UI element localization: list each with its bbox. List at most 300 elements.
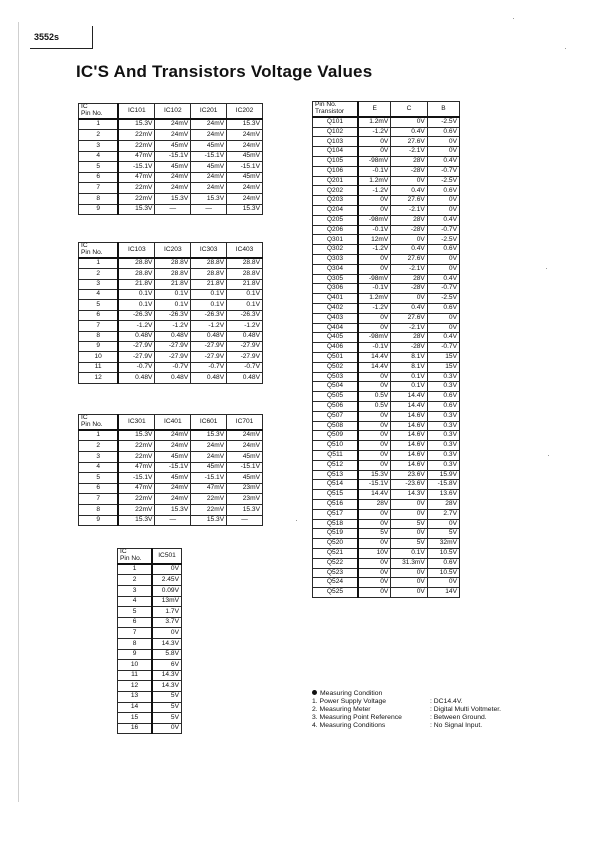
- voltage-cell: -15.1V: [118, 162, 155, 173]
- voltage-cell: 0V: [427, 578, 459, 588]
- voltage-cell: 24mV: [155, 430, 191, 441]
- voltage-cell: 15.3V: [155, 194, 191, 205]
- scan-speck: [296, 520, 297, 521]
- table-row: [79, 151, 263, 162]
- table-row: [313, 499, 460, 509]
- voltage-cell: 24mV: [191, 172, 227, 183]
- voltage-cell: -26.3V: [118, 310, 155, 320]
- table-row: [118, 639, 182, 650]
- voltage-cell: 0V: [358, 147, 391, 157]
- table-corner-header: [118, 549, 153, 564]
- transistor-name-cell: Q513: [313, 470, 359, 480]
- voltage-cell: -0.7V: [227, 362, 263, 372]
- column-header: IC601: [191, 415, 227, 430]
- table-row: [313, 539, 460, 549]
- pin-number-cell: 1: [79, 430, 119, 441]
- column-header: IC701: [227, 415, 263, 430]
- voltage-cell: 12mV: [358, 235, 391, 245]
- voltage-cell: 15.9V: [427, 470, 459, 480]
- table-row: [79, 310, 263, 320]
- table-corner-header: [79, 243, 119, 258]
- voltage-cell: 28V: [391, 333, 428, 343]
- table-row: [118, 691, 182, 702]
- voltage-cell: -2.1V: [391, 323, 428, 333]
- voltage-cell: 8.1V: [391, 362, 428, 372]
- voltage-cell: 22mV: [118, 505, 155, 516]
- voltage-cell: 24mV: [155, 183, 191, 194]
- table-row: [313, 568, 460, 578]
- pin-number-cell: 11: [118, 670, 153, 681]
- condition-value: : No Signal Input.: [430, 722, 483, 729]
- table-row: [79, 290, 263, 300]
- voltage-cell: 28V: [427, 499, 459, 509]
- transistor-name-cell: Q518: [313, 519, 359, 529]
- voltage-cell: 14V: [427, 588, 459, 598]
- table-row: [79, 441, 263, 452]
- table-row: [313, 157, 460, 167]
- voltage-cell: 0.6V: [427, 186, 459, 196]
- table-row: [313, 323, 460, 333]
- voltage-cell: 47mV: [118, 151, 155, 162]
- voltage-cell: -0.7V: [427, 225, 459, 235]
- voltage-cell: 23.6V: [391, 470, 428, 480]
- pin-number-cell: 16: [118, 723, 153, 734]
- voltage-cell: 14.4V: [358, 352, 391, 362]
- voltage-cell: 0V: [358, 206, 391, 216]
- voltage-cell: 2.45V: [152, 575, 181, 586]
- voltage-cell: 24mV: [155, 130, 191, 141]
- transistor-name-cell: Q105: [313, 157, 359, 167]
- voltage-cell: 21.8V: [191, 279, 227, 289]
- column-header: B: [427, 102, 459, 117]
- table-row: [313, 460, 460, 470]
- voltage-cell: 24mV: [227, 441, 263, 452]
- voltage-cell: -0.1V: [358, 284, 391, 294]
- voltage-cell: -1.2V: [191, 321, 227, 331]
- table-row: [313, 117, 460, 127]
- transistor-name-cell: Q101: [313, 117, 359, 127]
- voltage-cell: -1.2V: [358, 245, 391, 255]
- voltage-cell: -0.7V: [191, 362, 227, 372]
- condition-label: 2. Measuring Meter: [312, 706, 371, 713]
- column-header: C: [391, 102, 428, 117]
- transistor-name-cell: Q517: [313, 509, 359, 519]
- voltage-cell: 0.1V: [155, 300, 191, 310]
- voltage-cell: 0V: [427, 255, 459, 265]
- voltage-cell: 15.3V: [118, 430, 155, 441]
- voltage-cell: -27.9V: [227, 352, 263, 362]
- voltage-cell: 0V: [391, 588, 428, 598]
- table-row: [118, 628, 182, 639]
- table-row: [313, 264, 460, 274]
- transistor-name-cell: Q302: [313, 245, 359, 255]
- voltage-cell: -0.7V: [427, 343, 459, 353]
- transistor-name-cell: Q201: [313, 176, 359, 186]
- column-header: IC501: [152, 549, 181, 564]
- corner-top-label: IC: [120, 548, 127, 555]
- table-row: [118, 596, 182, 607]
- table-row: [313, 313, 460, 323]
- table-row: [79, 505, 263, 516]
- voltage-cell: -27.9V: [191, 352, 227, 362]
- table-row: [313, 578, 460, 588]
- voltage-cell: 24mV: [155, 494, 191, 505]
- table-row: [118, 702, 182, 713]
- voltage-cell: 27.6V: [391, 137, 428, 147]
- table-row: [118, 670, 182, 681]
- voltage-cell: 2.7V: [427, 509, 459, 519]
- voltage-cell: 0V: [152, 723, 181, 734]
- voltage-cell: 14.6V: [391, 411, 428, 421]
- voltage-cell: 13mV: [152, 596, 181, 607]
- voltage-cell: 15.3V: [118, 515, 155, 526]
- pin-number-cell: 7: [118, 628, 153, 639]
- corner-top-label: IC: [81, 242, 88, 249]
- voltage-cell: 15V: [427, 362, 459, 372]
- transistor-name-cell: Q404: [313, 323, 359, 333]
- measuring-condition-title: Measuring Condition: [320, 690, 383, 697]
- voltage-cell: 15.3V: [227, 119, 263, 130]
- table-row: [313, 362, 460, 372]
- voltage-cell: 0.3V: [427, 372, 459, 382]
- pin-number-cell: 7: [79, 321, 119, 331]
- voltage-cell: 15.3V: [155, 505, 191, 516]
- table-row: [313, 255, 460, 265]
- voltage-cell: 0.48V: [118, 331, 155, 341]
- voltage-cell: 15.3V: [191, 430, 227, 441]
- pin-number-cell: 6: [118, 617, 153, 628]
- voltage-cell: 5V: [152, 713, 181, 724]
- column-header: IC102: [155, 104, 191, 119]
- transistor-name-cell: Q106: [313, 166, 359, 176]
- condition-row: [312, 714, 562, 722]
- voltage-cell: 0V: [358, 313, 391, 323]
- voltage-cell: -15.1V: [358, 480, 391, 490]
- voltage-cell: 0.4V: [427, 215, 459, 225]
- table-row: [313, 372, 460, 382]
- voltage-cell: 22mV: [191, 494, 227, 505]
- pin-number-cell: 13: [118, 691, 153, 702]
- voltage-cell: 6V: [152, 660, 181, 671]
- voltage-cell: 0.3V: [427, 382, 459, 392]
- table-row: [313, 215, 460, 225]
- pin-number-cell: 3: [79, 141, 119, 152]
- table-row: [79, 194, 263, 205]
- transistor-name-cell: Q525: [313, 588, 359, 598]
- voltage-cell: 0.3V: [427, 431, 459, 441]
- voltage-cell: 0V: [152, 564, 181, 575]
- voltage-cell: —: [191, 204, 227, 215]
- voltage-cell: 0.6V: [427, 401, 459, 411]
- transistor-name-cell: Q104: [313, 147, 359, 157]
- voltage-cell: 0V: [358, 372, 391, 382]
- voltage-cell: 0.1V: [227, 300, 263, 310]
- voltage-cell: -1.2V: [118, 321, 155, 331]
- voltage-cell: 1.2mV: [358, 294, 391, 304]
- voltage-cell: 24mV: [155, 483, 191, 494]
- voltage-cell: 0.4V: [427, 157, 459, 167]
- voltage-cell: 13.6V: [427, 490, 459, 500]
- voltage-cell: 22mV: [118, 452, 155, 463]
- table-row: [313, 294, 460, 304]
- transistor-name-cell: Q515: [313, 490, 359, 500]
- voltage-cell: 45mV: [155, 452, 191, 463]
- voltage-cell: 28.8V: [227, 258, 263, 269]
- table-row: [79, 183, 263, 194]
- voltage-cell: 0V: [358, 460, 391, 470]
- pin-number-cell: 9: [79, 204, 119, 215]
- table-row: [313, 421, 460, 431]
- column-header: IC401: [155, 415, 191, 430]
- corner-bottom-label: Pin No.: [81, 109, 103, 117]
- transistor-name-cell: Q402: [313, 303, 359, 313]
- voltage-cell: 27.6V: [391, 255, 428, 265]
- voltage-cell: 22mV: [118, 130, 155, 141]
- transistor-name-cell: Q510: [313, 441, 359, 451]
- voltage-cell: 0.3V: [427, 421, 459, 431]
- voltage-cell: 0.4V: [427, 333, 459, 343]
- voltage-cell: 0V: [427, 147, 459, 157]
- transistor-name-cell: Q501: [313, 352, 359, 362]
- voltage-cell: 15.3V: [191, 194, 227, 205]
- voltage-cell: 0V: [391, 578, 428, 588]
- pin-number-cell: 6: [79, 310, 119, 320]
- voltage-cell: 15.3V: [118, 119, 155, 130]
- table-row: [118, 586, 182, 597]
- voltage-cell: 28.8V: [191, 258, 227, 269]
- voltage-cell: 0.1V: [227, 290, 263, 300]
- transistor-name-cell: Q505: [313, 392, 359, 402]
- table-row: [79, 494, 263, 505]
- condition-label: 3. Measuring Point Reference: [312, 714, 402, 721]
- ic-voltage-table: [78, 103, 263, 215]
- transistor-voltage-table: [312, 101, 460, 598]
- voltage-cell: -27.9V: [155, 352, 191, 362]
- voltage-cell: 0.1V: [191, 300, 227, 310]
- voltage-cell: 28.8V: [155, 258, 191, 269]
- voltage-cell: 45mV: [191, 141, 227, 152]
- voltage-cell: 5.8V: [152, 649, 181, 660]
- voltage-cell: 0.5V: [358, 392, 391, 402]
- table-row: [313, 431, 460, 441]
- voltage-cell: 0.48V: [191, 331, 227, 341]
- table-row: [313, 196, 460, 206]
- scan-speck: [546, 268, 547, 269]
- table-row: [79, 300, 263, 310]
- pin-number-cell: 5: [118, 607, 153, 618]
- table-row: [118, 649, 182, 660]
- transistor-name-cell: Q508: [313, 421, 359, 431]
- voltage-cell: 45mV: [155, 473, 191, 484]
- voltage-cell: 45mV: [227, 172, 263, 183]
- voltage-cell: 0V: [427, 206, 459, 216]
- voltage-cell: 0V: [358, 264, 391, 274]
- table-row: [79, 162, 263, 173]
- table-row: [313, 588, 460, 598]
- measuring-condition-heading: [312, 690, 562, 698]
- table-corner-header: [313, 102, 359, 117]
- voltage-cell: 0.6V: [427, 245, 459, 255]
- table-row: [79, 331, 263, 341]
- transistor-name-cell: Q520: [313, 539, 359, 549]
- transistor-name-cell: Q503: [313, 372, 359, 382]
- transistor-name-cell: Q509: [313, 431, 359, 441]
- voltage-cell: 47mV: [118, 462, 155, 473]
- pin-number-cell: 7: [79, 494, 119, 505]
- table-row: [313, 274, 460, 284]
- ic-voltage-table: [78, 414, 263, 526]
- voltage-cell: 0.3V: [427, 450, 459, 460]
- pin-number-cell: 2: [79, 269, 119, 279]
- voltage-cell: 0.48V: [155, 373, 191, 383]
- pin-number-cell: 1: [118, 564, 153, 575]
- table-row: [79, 515, 263, 526]
- page-title: IC'S And Transistors Voltage Values: [76, 62, 373, 81]
- pin-number-cell: 4: [118, 596, 153, 607]
- voltage-cell: -26.3V: [227, 310, 263, 320]
- pin-number-cell: 12: [79, 373, 119, 383]
- voltage-cell: 0V: [358, 578, 391, 588]
- voltage-cell: -28V: [391, 225, 428, 235]
- column-header: IC303: [191, 243, 227, 258]
- voltage-cell: -28V: [391, 284, 428, 294]
- scan-speck: [513, 18, 514, 19]
- table-row: [79, 119, 263, 130]
- column-header: IC201: [191, 104, 227, 119]
- voltage-cell: 24mV: [227, 430, 263, 441]
- voltage-cell: 0V: [358, 411, 391, 421]
- voltage-cell: 0V: [358, 431, 391, 441]
- voltage-cell: 0V: [391, 509, 428, 519]
- pin-number-cell: 9: [118, 649, 153, 660]
- voltage-cell: -15.1V: [155, 462, 191, 473]
- corner-bottom-label: Pin No.: [81, 420, 103, 428]
- voltage-cell: 24mV: [191, 183, 227, 194]
- voltage-cell: -98mV: [358, 157, 391, 167]
- voltage-cell: 0.1V: [155, 290, 191, 300]
- voltage-cell: -98mV: [358, 274, 391, 284]
- voltage-cell: -27.9V: [227, 341, 263, 351]
- table-row: [79, 258, 263, 269]
- transistor-name-cell: Q406: [313, 343, 359, 353]
- voltage-cell: 45mV: [227, 473, 263, 484]
- voltage-cell: 14.6V: [391, 431, 428, 441]
- table-row: [313, 450, 460, 460]
- voltage-cell: 5V: [152, 702, 181, 713]
- table-row: [313, 206, 460, 216]
- table-row: [118, 681, 182, 692]
- transistor-name-cell: Q507: [313, 411, 359, 421]
- condition-label: 4. Measuring Conditions: [312, 722, 386, 729]
- table-row: [118, 723, 182, 734]
- voltage-cell: 28.8V: [118, 269, 155, 279]
- pin-number-cell: 2: [79, 441, 119, 452]
- table-row: [313, 235, 460, 245]
- voltage-cell: -1.2V: [358, 186, 391, 196]
- voltage-cell: 0V: [427, 264, 459, 274]
- voltage-cell: 0.4V: [391, 186, 428, 196]
- table-row: [313, 519, 460, 529]
- voltage-cell: 0V: [391, 294, 428, 304]
- voltage-cell: 28V: [391, 274, 428, 284]
- table-row: [79, 269, 263, 279]
- voltage-cell: 14.4V: [358, 490, 391, 500]
- voltage-cell: 0.48V: [227, 331, 263, 341]
- voltage-cell: 0V: [391, 529, 428, 539]
- voltage-cell: -23.6V: [391, 480, 428, 490]
- voltage-cell: 28.8V: [118, 258, 155, 269]
- voltage-cell: 15.3V: [358, 470, 391, 480]
- voltage-cell: 10.5V: [427, 568, 459, 578]
- voltage-cell: 0V: [358, 441, 391, 451]
- voltage-cell: 24mV: [227, 130, 263, 141]
- voltage-cell: 0.3V: [427, 460, 459, 470]
- voltage-cell: 0V: [358, 568, 391, 578]
- corner-top-label: IC: [81, 103, 88, 110]
- table-row: [313, 245, 460, 255]
- voltage-cell: 22mV: [191, 505, 227, 516]
- table-row: [313, 343, 460, 353]
- scan-speck: [548, 455, 549, 456]
- voltage-cell: 0V: [427, 519, 459, 529]
- voltage-cell: -27.9V: [191, 341, 227, 351]
- pin-number-cell: 3: [118, 586, 153, 597]
- voltage-cell: 5V: [391, 539, 428, 549]
- voltage-cell: 5V: [152, 691, 181, 702]
- voltage-cell: 0V: [358, 519, 391, 529]
- voltage-cell: 23mV: [227, 483, 263, 494]
- voltage-cell: -15.1V: [227, 462, 263, 473]
- corner-bottom-label: Pin No.: [120, 554, 142, 562]
- voltage-cell: —: [227, 515, 263, 526]
- voltage-cell: 21.8V: [227, 279, 263, 289]
- transistor-name-cell: Q205: [313, 215, 359, 225]
- table-row: [79, 483, 263, 494]
- voltage-cell: 0V: [358, 588, 391, 598]
- table-row: [313, 392, 460, 402]
- pin-number-cell: 8: [79, 194, 119, 205]
- voltage-cell: 27.6V: [391, 313, 428, 323]
- ic501-voltage-table: [117, 548, 182, 734]
- table-row: [118, 607, 182, 618]
- voltage-cell: 28.8V: [191, 269, 227, 279]
- table-row: [79, 172, 263, 183]
- measuring-condition: [312, 690, 562, 730]
- voltage-cell: 3.7V: [152, 617, 181, 628]
- table-row: [313, 441, 460, 451]
- voltage-cell: 0.4V: [427, 274, 459, 284]
- table-row: [118, 713, 182, 724]
- ic-voltage-table: [78, 242, 263, 384]
- transistor-name-cell: Q511: [313, 450, 359, 460]
- voltage-cell: 0.1V: [391, 382, 428, 392]
- table-row: [313, 411, 460, 421]
- voltage-cell: 0.5V: [358, 401, 391, 411]
- transistor-name-cell: Q405: [313, 333, 359, 343]
- voltage-cell: -98mV: [358, 215, 391, 225]
- table-row: [313, 166, 460, 176]
- voltage-cell: 14.3V: [391, 490, 428, 500]
- column-header: IC301: [118, 415, 155, 430]
- voltage-cell: 27.6V: [391, 196, 428, 206]
- pin-number-cell: 10: [79, 352, 119, 362]
- voltage-cell: 15.3V: [191, 515, 227, 526]
- voltage-cell: 14.3V: [152, 670, 181, 681]
- condition-row: [312, 722, 562, 730]
- voltage-cell: 0V: [391, 117, 428, 127]
- pin-number-cell: 9: [79, 515, 119, 526]
- table-row: [79, 130, 263, 141]
